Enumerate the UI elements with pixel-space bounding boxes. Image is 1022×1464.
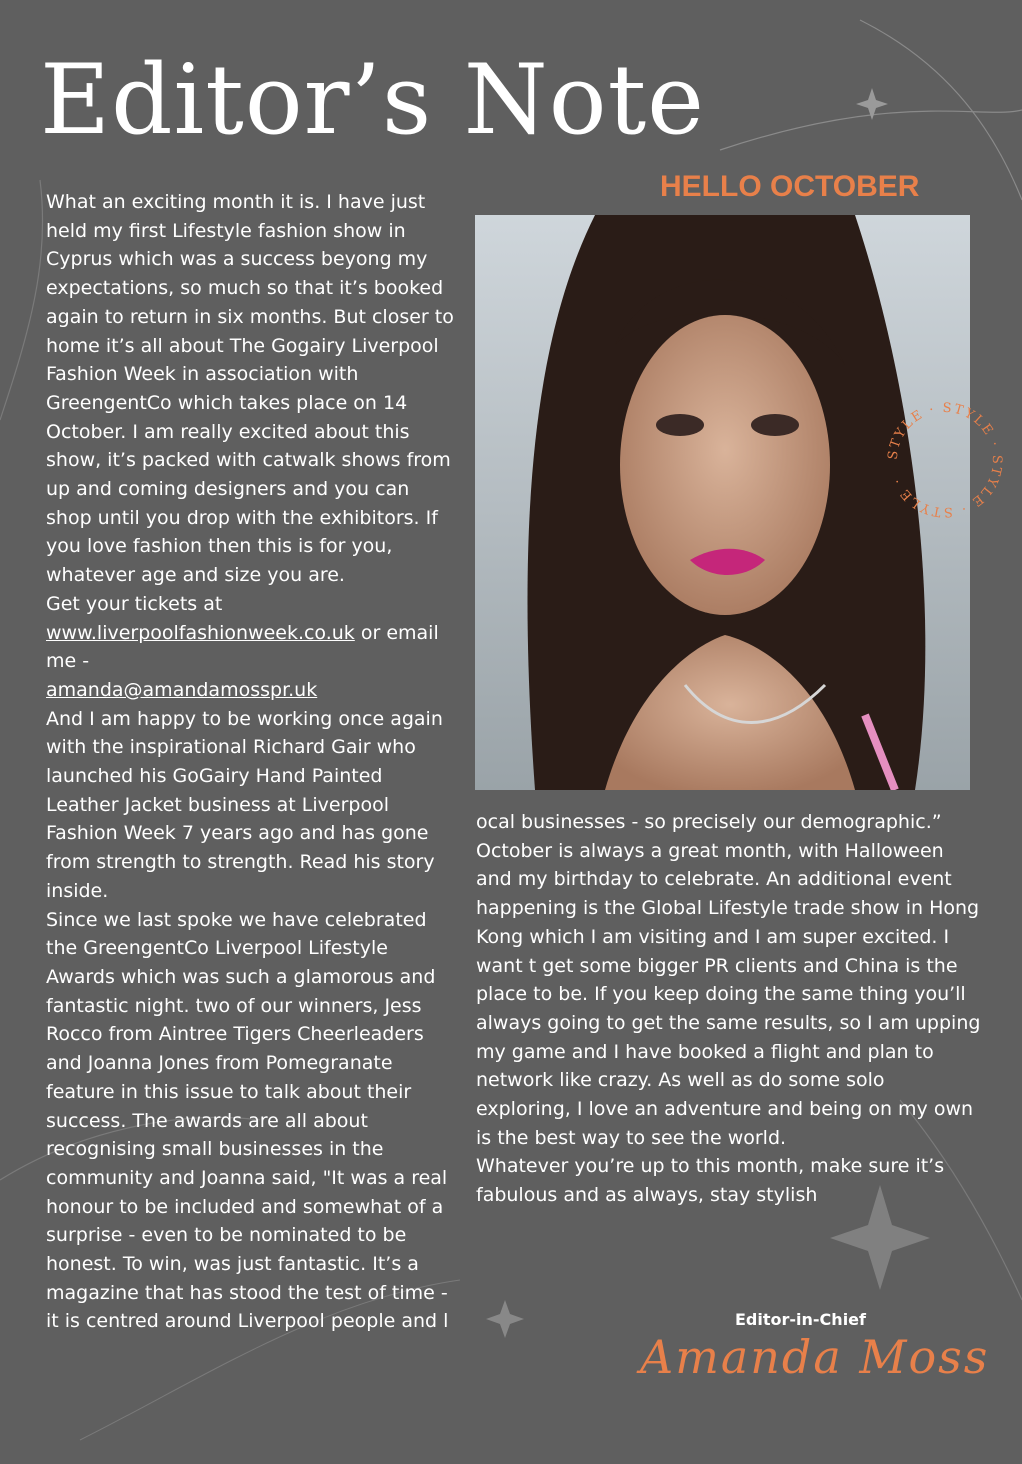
signature-name: Amanda Moss — [640, 1330, 990, 1384]
paragraph: October is always a great month, with Halloween and my birthday to celebrate. An additional event happening is the Global Lifestyle trade show in Hong Kong which I am visiting and I am super excited. I want t get some bigger PR clients and China is the place to be. If you keep doing the same thing you’ll always going to get the same results, so I am upping my game and I have booked a flight and plan to network like crazy. As well as do some solo exploring, I love an adventure and being on my own is the best way to see the world. — [476, 839, 981, 1149]
paragraph — [46, 590, 456, 705]
paragraph: What an exciting month it is. I have just held my first Lifestyle fashion show in Cyprus which was a success beyong my expectations, so much so that it’s booked again to return in six months. But closer to home it’s all about The Gogairy Liverpool Fashion Week in association with GreengentCo which takes place on 14 October. I am really excited about this show, it’s packed with catwalk shows from up and coming designers and you can shop until you drop with the exhibitors. If you love fashion then this is for you, whatever age and size you are. — [46, 191, 454, 587]
badge-text: STYLE · STYLE · STYLE · STYLE · — [885, 400, 1005, 520]
signature-role: Editor-in-Chief — [735, 1310, 866, 1329]
svg-text:STYLE · STYLE · STYLE · STYLE — [886, 401, 1004, 519]
page-title: Editor’s Note — [40, 44, 705, 156]
website-link[interactable]: www.liverpoolfashionweek.co.uk — [46, 621, 355, 644]
style-badge — [880, 395, 1010, 525]
paragraph: Since we last spoke we have celebrated the GreengentCo Liverpool Lifestyle Awards which was such a glamorous and fantastic night. two of our winners, Jess Rocco from Aintree Tigers Cheerleaders and Joanna Jones from Pomegranate feature in this issue to talk about their success. The awards are all about recognising small businesses in the community and Joanna said, "It was a real honour to be included and somewhat of a surprise - even to be nominated to be honest. To win, was just fantastic. It’s a magazine that has stood the test of time - it is centred around Liverpool people and l — [46, 908, 449, 1333]
paragraph: And I am happy to be working once again with the inspirational Richard Gair who launched his GoGairy Hand Painted Leather Jacket business at Liverpool Fashion Week 7 years ago and has gone from strength to strength. Read his story inside. — [46, 707, 443, 902]
tickets-text: Get your tickets at — [46, 592, 223, 615]
left-column — [46, 188, 456, 1336]
email-prompt: or email me - — [46, 621, 439, 673]
email-link[interactable]: amanda@amandamosspr.uk — [46, 678, 318, 701]
paragraph: Whatever you’re up to this month, make sure it’s fabulous and as always, stay stylish — [476, 1155, 945, 1207]
paragraph: ocal businesses - so precisely our demographic.” — [476, 811, 942, 833]
right-column — [476, 808, 981, 1210]
page-subtitle: HELLO OCTOBER — [660, 170, 920, 203]
